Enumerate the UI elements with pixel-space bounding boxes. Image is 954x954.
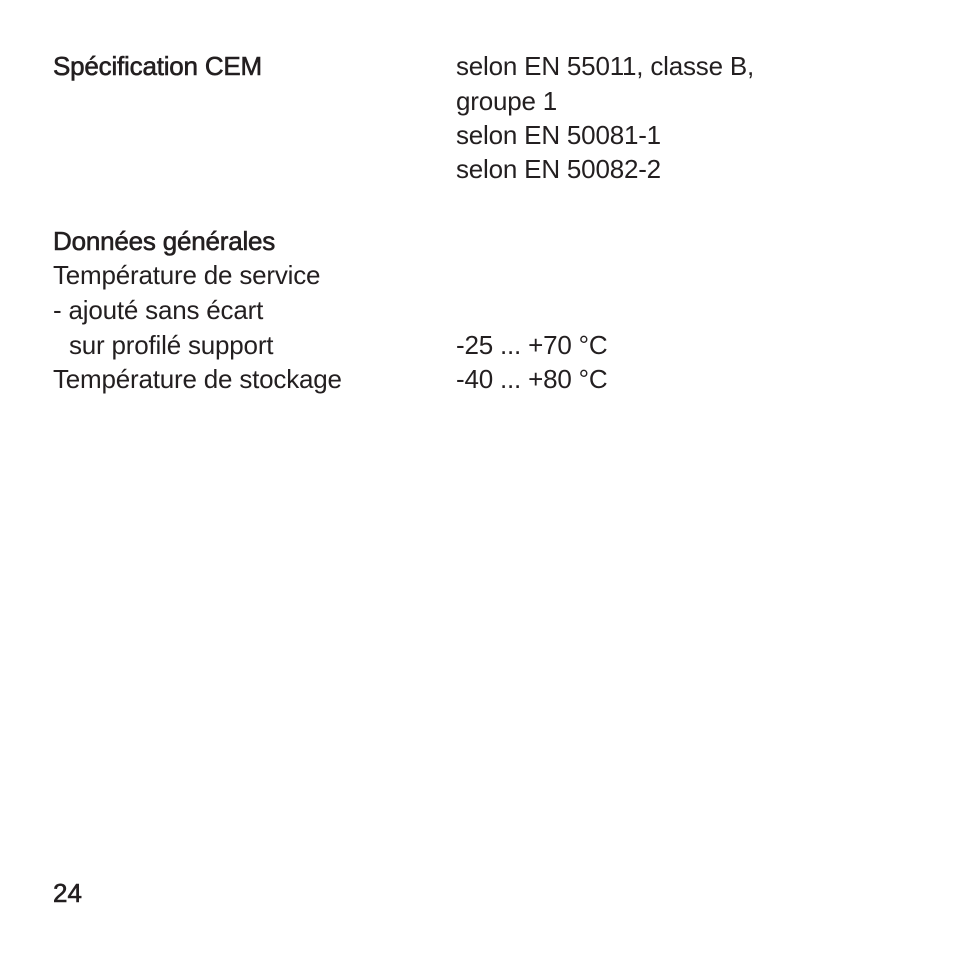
general-heading: Données générales (53, 226, 276, 256)
emc-value-line: selon EN 55011, classe B, (456, 51, 755, 81)
emc-value-line: selon EN 50082-2 (456, 154, 661, 184)
emc-heading: Spécification CEM (53, 51, 263, 81)
service-temp-value: -25 ... +70 °C (456, 330, 608, 360)
page-number: 24 (53, 878, 82, 908)
service-temp-sub-label: - ajouté sans écart (53, 295, 264, 325)
service-temp-label: Température de service (53, 260, 321, 290)
service-temp-sub-label: sur profilé support (69, 330, 274, 360)
storage-temp-label: Température de stockage (53, 364, 342, 394)
emc-value-line: groupe 1 (456, 86, 558, 116)
storage-temp-value: -40 ... +80 °C (456, 364, 608, 394)
emc-value-line: selon EN 50081-1 (456, 120, 661, 150)
